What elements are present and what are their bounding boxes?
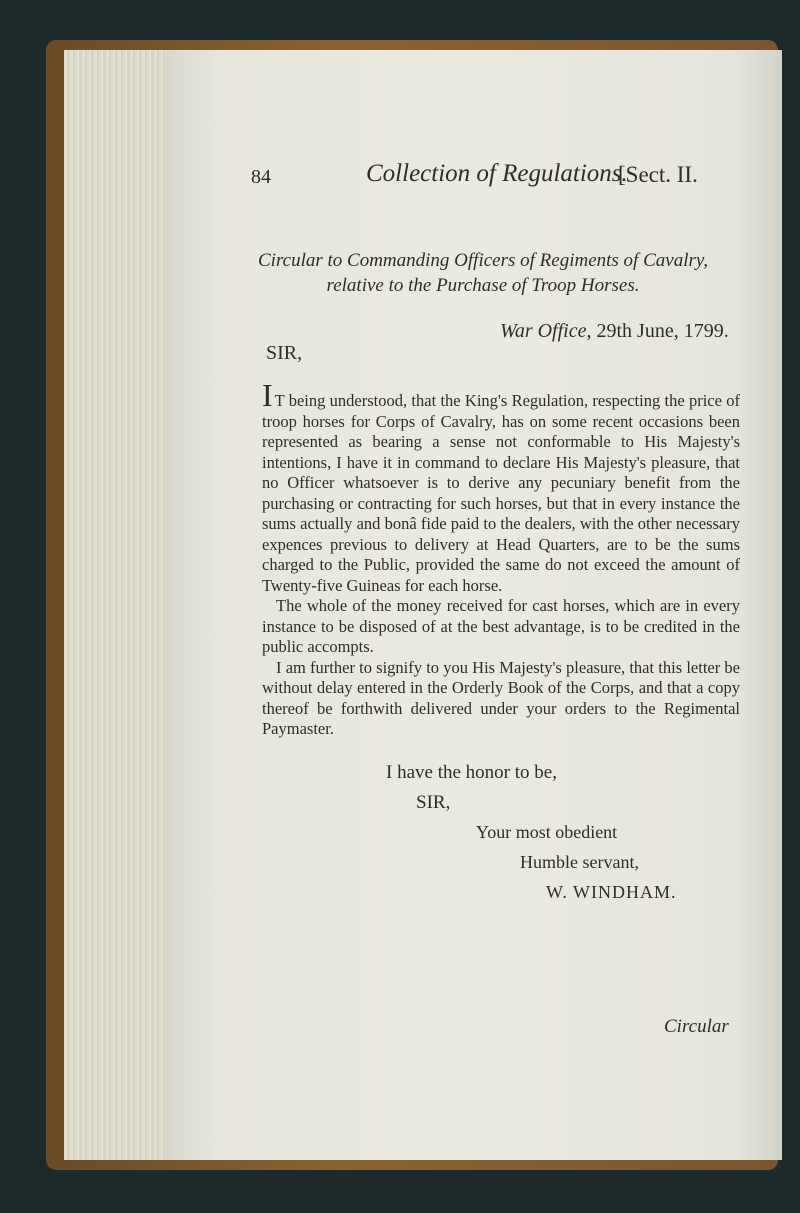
dateline xyxy=(500,320,729,343)
drop-cap: I xyxy=(262,377,273,413)
running-title: Collection of Regulations. xyxy=(366,160,628,187)
page-number: 84 xyxy=(251,166,271,188)
book-page xyxy=(166,50,782,1160)
paragraph: I am further to signify to you His Majesty's pleasure, that this letter be without delay entered in the Orderly Book of the Corps, and that a copy thereof be forthwith delivered under your orders to the Regimental Paymaster. xyxy=(262,657,740,738)
dateline-date: 29th June, 1799. xyxy=(591,320,729,342)
paragraph: The whole of the money received for cast horses, which are in every instance to be disposed of at the best advantage, is to be credited in the public accompts. xyxy=(262,596,740,656)
catchword: Circular xyxy=(664,1016,729,1037)
section-reference: [Sect. II. xyxy=(618,162,698,187)
letter-heading: Circular to Commanding Officers of Regiments of Cavalry, relative to the Purchase of Troop Horses. xyxy=(258,250,708,296)
page-edges xyxy=(64,50,168,1160)
closing-yours: Your most obedient xyxy=(476,822,618,842)
salutation: SIR, xyxy=(266,342,303,364)
closing-salutation: SIR, xyxy=(416,792,451,813)
signature: W. WINDHAM. xyxy=(546,882,677,902)
letter-body xyxy=(262,377,740,740)
closing-line: I have the honor to be, xyxy=(386,762,557,783)
page-header xyxy=(166,160,782,194)
paragraph: I T being understood, that the King's Regulation, respecting the price of troop horses for Corps of Cavalry, has on some recent occasions been represented as bearing a sense not conformable to His Majesty's intentions, I have it in command to declare His Majesty's pleasure, that no Officer whatsoever is to derive any pecuniary benefit from the purchasing or contracting for such horses, but that in every instance the sums actually and bonâ fide paid to the dealers, with the other necessary expences previous to delivery at Head Quarters, are to be the sums charged to the Public, provided the same do not exceed the amount of Twenty-five Guineas for each horse. xyxy=(262,377,740,595)
closing-humble: Humble servant, xyxy=(520,852,639,872)
dateline-place: War Office, xyxy=(500,320,592,342)
